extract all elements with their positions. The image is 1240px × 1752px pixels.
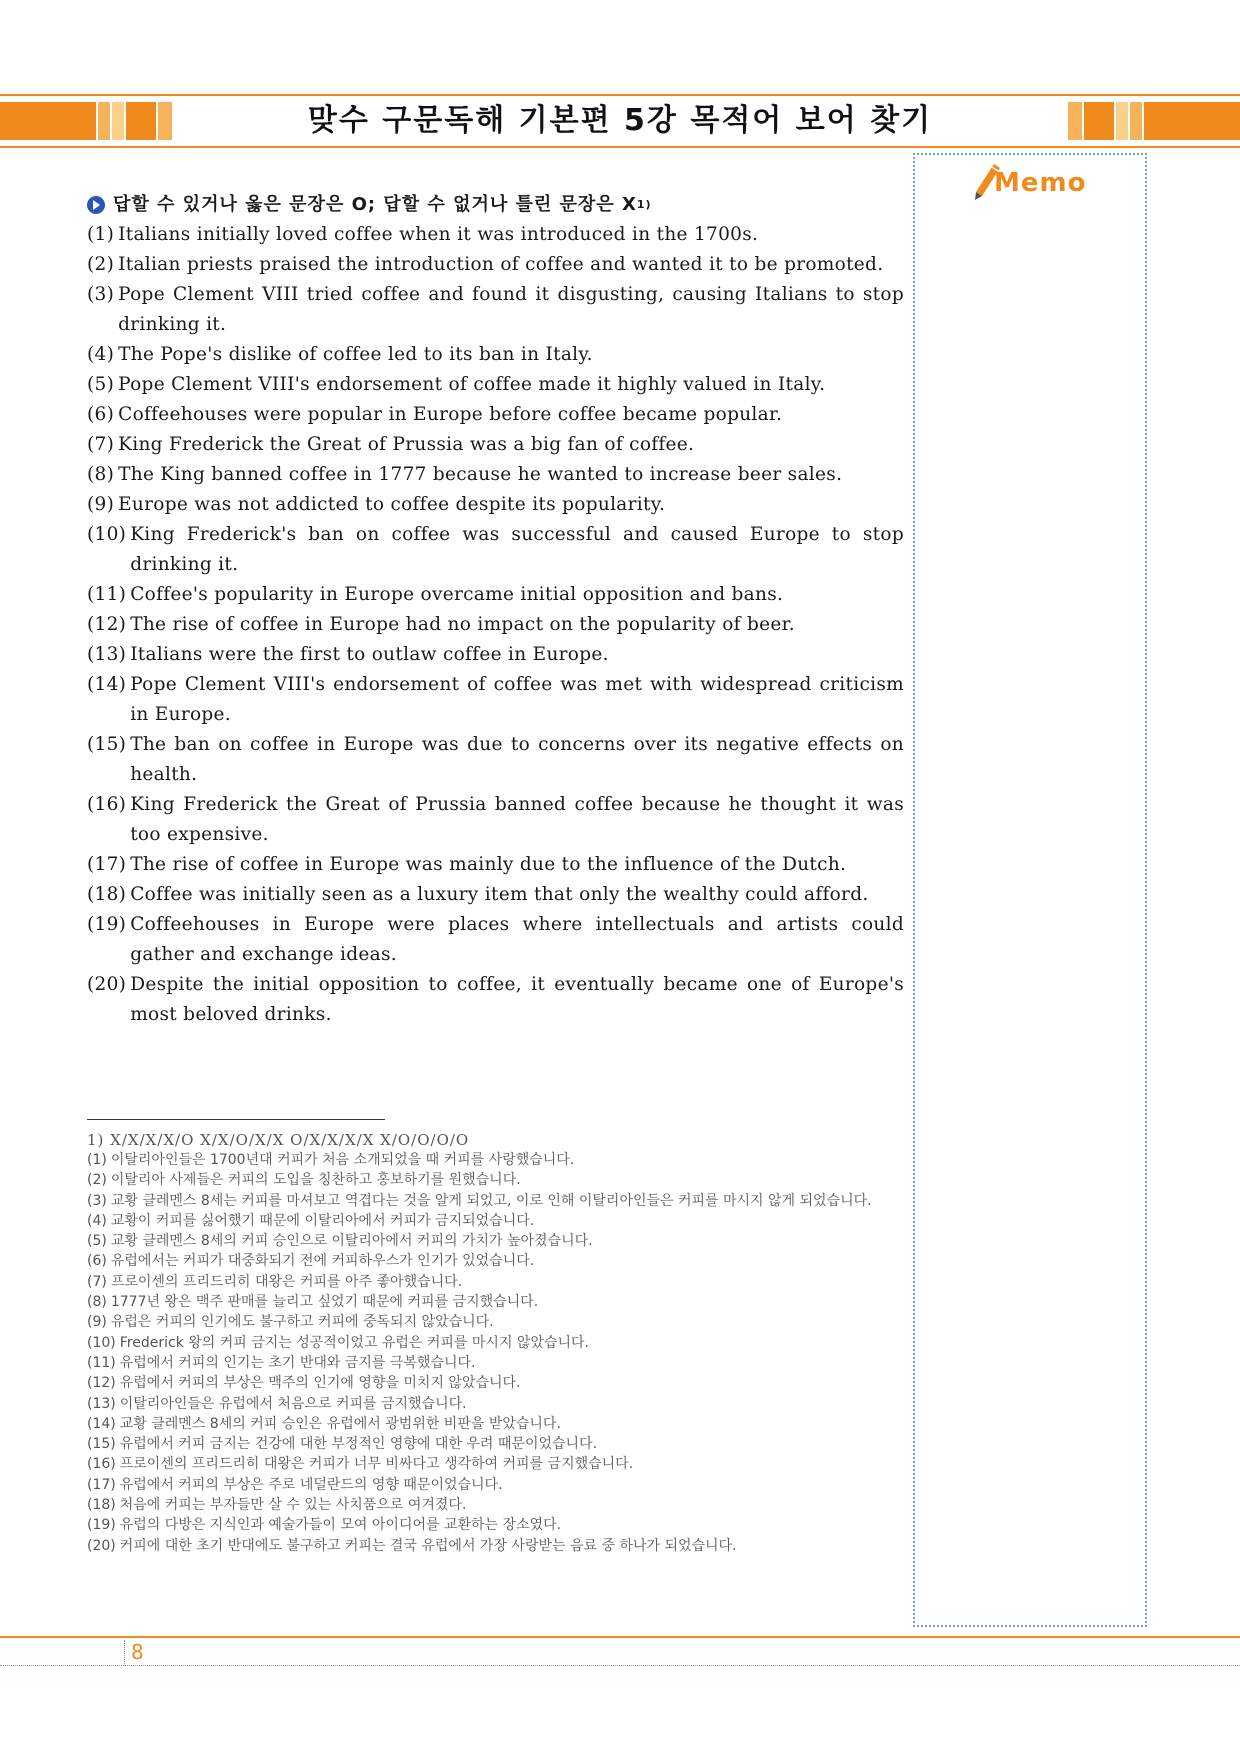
question-item-text: Coffeehouses were popular in Europe before coffee became popular. <box>118 404 783 425</box>
header-bar-right-stripe <box>1068 102 1082 140</box>
translation-item-text: 유럽에서 커피의 부상은 맥주의 인기에 영향을 미치지 않았습니다. <box>119 1375 521 1392</box>
arrow-circle-icon <box>87 196 105 214</box>
answer-key: 1) X/X/X/X/O X/X/O/X/X O/X/X/X/X X/O/O/O/O <box>87 1131 470 1149</box>
translation-item-number: (14) <box>87 1415 116 1432</box>
question-item-text: The rise of coffee in Europe had no impact on the popularity of beer. <box>130 614 795 635</box>
translation-item <box>87 1495 904 1515</box>
footnote-mark: 1) <box>636 198 652 211</box>
question-item-text: Pope Clement VIII's endorsement of coffee made it highly valued in Italy. <box>118 374 826 395</box>
translation-item <box>87 1251 904 1271</box>
question-item-text: Europe was not addicted to coffee despite its popularity. <box>118 494 666 515</box>
translation-item-number: (5) <box>87 1233 107 1250</box>
memo-label: Memo <box>994 168 1087 198</box>
translation-item <box>87 1373 904 1393</box>
translation-item-text: 이탈리아인들은 1700년대 커피가 처음 소개되었을 때 커피를 사랑했습니다. <box>110 1152 575 1168</box>
translation-item-number: (7) <box>87 1273 107 1290</box>
question-item <box>87 520 904 580</box>
footnote <box>87 1130 904 1556</box>
translation-item-text: 유럽에서 커피 금지는 건강에 대한 부정적인 영향에 대한 우려 때문이었습니다. <box>119 1436 598 1453</box>
translation-item-text: Frederick 왕의 커피 금지는 성공적이었고 유럽은 커피를 마시지 않았습니다. <box>119 1334 589 1351</box>
question-item-number: (15) <box>87 734 127 755</box>
question-item-text: King Frederick the Great of Prussia was a big fan of coffee. <box>118 434 695 455</box>
question-item-text: Despite the initial opposition to coffee, it eventually became one of Europe's most beloved drinks. <box>130 974 904 1025</box>
translation-item-number: (17) <box>87 1476 116 1493</box>
instruction <box>87 190 904 220</box>
translation-item <box>87 1434 904 1454</box>
question-item-text: Coffee's popularity in Europe overcame initial opposition and bans. <box>130 584 784 605</box>
translation-item-text: 프로이센의 프리드리히 대왕은 커피가 너무 비싸다고 생각하여 커피를 금지했습니다. <box>119 1456 634 1473</box>
translation-item <box>87 1292 904 1312</box>
translation-item-number: (19) <box>87 1517 116 1534</box>
header-bar-right-stripe <box>1116 102 1128 140</box>
translation-item-number: (4) <box>87 1212 107 1229</box>
translation-item <box>87 1454 904 1474</box>
translation-item <box>87 1515 904 1535</box>
question-item <box>87 220 904 250</box>
question-item-text: Coffee was initially seen as a luxury item that only the wealthy could afford. <box>130 884 869 905</box>
question-item-number: (9) <box>87 494 115 515</box>
question-item-number: (16) <box>87 794 127 815</box>
question-item <box>87 490 904 520</box>
translation-item-number: (16) <box>87 1456 116 1473</box>
question-item-number: (1) <box>87 224 115 245</box>
question-item-number: (18) <box>87 884 127 905</box>
question-item <box>87 460 904 490</box>
question-item <box>87 580 904 610</box>
translation-item <box>87 1333 904 1353</box>
translation-item-number: (10) <box>87 1334 116 1351</box>
translation-item-number: (9) <box>87 1314 107 1331</box>
translation-item-number: (15) <box>87 1436 116 1453</box>
translation-item <box>87 1211 904 1231</box>
header-bar-right-main <box>1144 102 1240 140</box>
question-item <box>87 610 904 640</box>
translation-item <box>87 1353 904 1373</box>
question-item <box>87 640 904 670</box>
question-item-number: (4) <box>87 344 115 365</box>
question-item-text: Pope Clement VIII tried coffee and found it disgusting, causing Italians to stop drinking it. <box>118 284 904 335</box>
question-item <box>87 250 904 280</box>
question-item-number: (19) <box>87 914 127 935</box>
translation-item-number: (18) <box>87 1497 116 1514</box>
memo-logo <box>972 162 1092 202</box>
translation-item-text: 교황이 커피를 싫어했기 때문에 이탈리아에서 커피가 금지되었습니다. <box>110 1212 535 1229</box>
question-item-text: The Pope's dislike of coffee led to its ban in Italy. <box>118 344 593 365</box>
question-item-text: King Frederick the Great of Prussia banned coffee because he thought it was too expensive. <box>130 794 904 845</box>
translation-item-text: 교황 클레멘스 8세의 커피 승인은 유럽에서 광범위한 비판을 받았습니다. <box>119 1415 561 1432</box>
translation-item <box>87 1475 904 1495</box>
question-item <box>87 730 904 790</box>
header-bar-right-stripe <box>1084 102 1114 140</box>
question-item-text: Italian priests praised the introduction of coffee and wanted it to be promoted. <box>118 254 884 275</box>
translation-item <box>87 1150 904 1170</box>
translation-item-text: 1777년 왕은 맥주 판매를 늘리고 싶었기 때문에 커피를 금지했습니다. <box>110 1294 539 1311</box>
translation-item <box>87 1536 904 1556</box>
question-item-number: (5) <box>87 374 115 395</box>
header-bottom-rule <box>0 146 1240 148</box>
translation-item-text: 유럽에서는 커피가 대중화되기 전에 커피하우스가 인기가 있었습니다. <box>110 1253 535 1270</box>
translation-item <box>87 1394 904 1414</box>
translation-item <box>87 1414 904 1434</box>
translation-item <box>87 1312 904 1332</box>
question-item <box>87 280 904 340</box>
question-item <box>87 880 904 910</box>
question-item-text: Pope Clement VIII's endorsement of coffee was met with widespread criticism in Europe. <box>130 674 904 725</box>
translation-item-text: 유럽에서 커피의 인기는 초기 반대와 금지를 극복했습니다. <box>119 1354 476 1371</box>
translation-item <box>87 1231 904 1251</box>
translation-item-text: 이탈리아인들은 유럽에서 처음으로 커피를 금지했습니다. <box>119 1395 467 1412</box>
translation-item-number: (20) <box>87 1537 116 1554</box>
question-item-text: Italians were the first to outlaw coffee in Europe. <box>130 644 609 665</box>
instruction-text: 답할 수 있거나 옳은 문장은 O; 답할 수 없거나 틀린 문장은 X <box>113 194 637 215</box>
question-item <box>87 910 904 970</box>
translation-item-text: 유럽은 커피의 인기에도 불구하고 커피에 중독되지 않았습니다. <box>110 1314 494 1331</box>
question-item-number: (11) <box>87 584 127 605</box>
question-item <box>87 970 904 1030</box>
footnote-rule <box>87 1119 385 1120</box>
question-item-text: The ban on coffee in Europe was due to concerns over its negative effects on health. <box>130 734 904 785</box>
page-number: 8 <box>131 1640 144 1664</box>
translation-item-text: 유럽의 다방은 지식인과 예술가들이 모여 아이디어를 교환하는 장소였다. <box>119 1517 562 1534</box>
question-item-number: (8) <box>87 464 115 485</box>
question-item-number: (17) <box>87 854 127 875</box>
question-item <box>87 400 904 430</box>
question-item-text: The rise of coffee in Europe was mainly due to the influence of the Dutch. <box>130 854 847 875</box>
translation-item <box>87 1272 904 1292</box>
footer-dotted-rule <box>0 1665 1240 1666</box>
question-item <box>87 790 904 850</box>
translation-item <box>87 1170 904 1190</box>
question-item-number: (20) <box>87 974 127 995</box>
translation-item-text: 교황 클레멘스 8세는 커피를 마셔보고 역겹다는 것을 알게 되었고, 이로 인해 이탈리아인들은 커피를 마시지 않게 되었습니다. <box>110 1192 872 1209</box>
translation-item-number: (11) <box>87 1354 116 1371</box>
question-item-number: (6) <box>87 404 115 425</box>
question-item-text: Coffeehouses in Europe were places where intellectuals and artists could gather and exchange ideas. <box>130 914 904 965</box>
translation-item-number: (3) <box>87 1192 107 1209</box>
question-list <box>87 220 904 1030</box>
translation-item-text: 처음에 커피는 부자들만 살 수 있는 사치품으로 여겨졌다. <box>119 1497 467 1514</box>
translation-item-text: 커피에 대한 초기 반대에도 불구하고 커피는 결국 유럽에서 가장 사랑받는 음료 중 하나가 되었습니다. <box>119 1537 737 1554</box>
question-item-number: (3) <box>87 284 115 305</box>
question-item <box>87 670 904 730</box>
question-item-text: The King banned coffee in 1777 because he wanted to increase beer sales. <box>118 464 843 485</box>
question-section <box>87 190 904 1030</box>
footer-rule <box>0 1636 1240 1638</box>
translation-item-number: (13) <box>87 1395 116 1412</box>
translation-list <box>87 1150 904 1556</box>
question-item-text: King Frederick's ban on coffee was successful and caused Europe to stop drinking it. <box>130 524 904 575</box>
question-item <box>87 370 904 400</box>
translation-item-text: 이탈리아 사제들은 커피의 도입을 칭찬하고 홍보하기를 원했습니다. <box>110 1172 521 1189</box>
question-item-number: (12) <box>87 614 127 635</box>
header-top-rule <box>0 94 1240 96</box>
question-item-number: (7) <box>87 434 115 455</box>
translation-item-text: 교황 클레멘스 8세의 커피 승인으로 이탈리아에서 커피의 가치가 높아졌습니다. <box>110 1233 593 1250</box>
page-title: 맞수 구문독해 기본편 5강 목적어 보어 찾기 <box>307 103 933 138</box>
translation-item-text: 유럽에서 커피의 부상은 주로 네덜란드의 영향 때문이었습니다. <box>119 1476 503 1493</box>
question-item <box>87 340 904 370</box>
header-bar-right-stripe <box>1130 102 1142 140</box>
translation-item-number: (8) <box>87 1294 107 1311</box>
question-item-number: (13) <box>87 644 127 665</box>
question-item-number: (14) <box>87 674 127 695</box>
question-item <box>87 430 904 460</box>
translation-item-number: (1) <box>87 1152 107 1168</box>
question-item-text: Italians initially loved coffee when it was introduced in the 1700s. <box>118 224 759 245</box>
question-item-number: (2) <box>87 254 115 275</box>
footer-divider <box>124 1640 125 1666</box>
memo-box <box>913 153 1147 1627</box>
translation-item-number: (6) <box>87 1253 107 1270</box>
translation-item-number: (12) <box>87 1375 116 1392</box>
translation-item-number: (2) <box>87 1172 107 1189</box>
translation-item-text: 프로이센의 프리드리히 대왕은 커피를 아주 좋아했습니다. <box>110 1273 463 1290</box>
question-item-number: (10) <box>87 524 127 545</box>
question-item <box>87 850 904 880</box>
translation-item <box>87 1191 904 1211</box>
